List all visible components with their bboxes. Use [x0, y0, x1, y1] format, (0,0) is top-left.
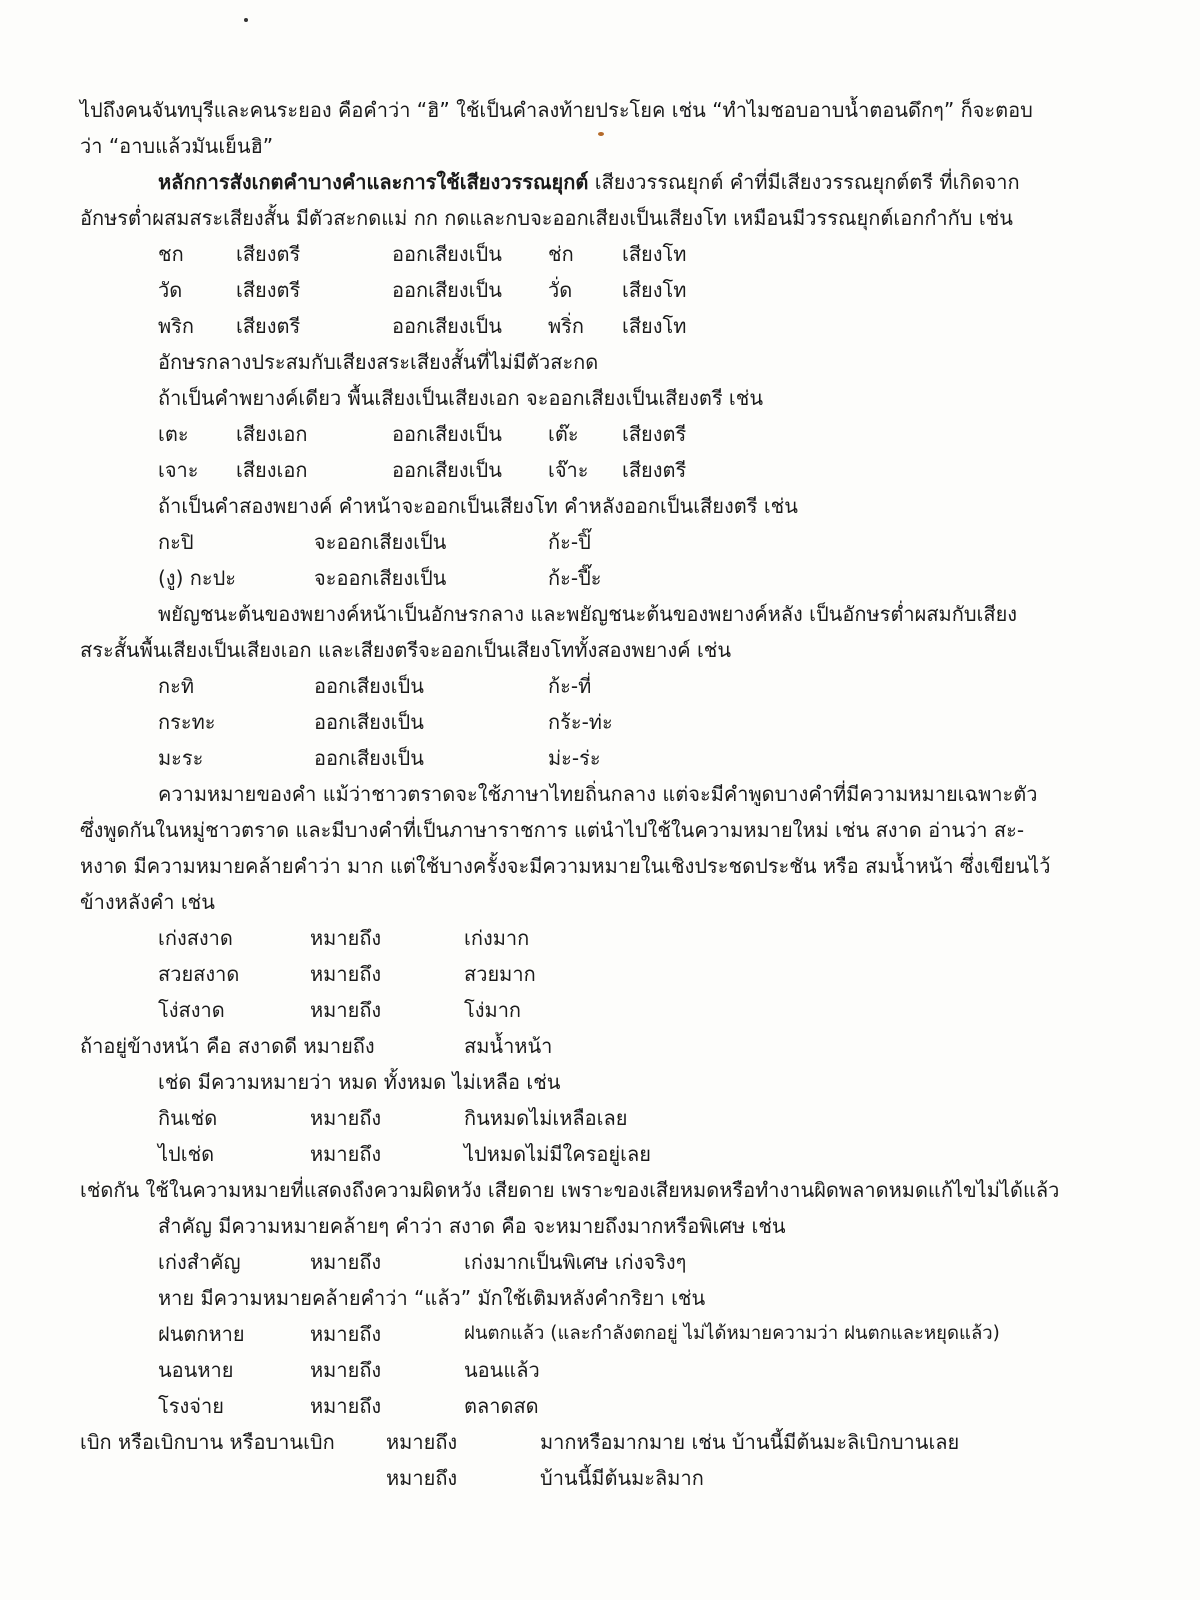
- example-new-tone: เสียงโท: [622, 278, 687, 302]
- example-means: หมายถึง: [310, 1106, 382, 1130]
- example-say: ออกเสียงเป็น: [392, 242, 502, 266]
- example-as: กร้ะ-ท่ะ: [548, 710, 613, 734]
- example-word: โง่สงาด: [158, 998, 225, 1022]
- example-as: ก้ะ-ปี๊ะ: [548, 566, 602, 590]
- example-as: ม่ะ-ร่ะ: [548, 746, 601, 770]
- example-meaning: กินหมดไม่เหลือเลย: [464, 1106, 628, 1130]
- example-say: ออกเสียงเป็น: [314, 710, 424, 734]
- example-means: หมายถึง: [310, 1358, 382, 1382]
- section-heading: หลักการสังเกตคำบางคำและการใช้เสียงวรรณยุกต์: [158, 170, 589, 194]
- example-say: ออกเสียงเป็น: [392, 458, 502, 482]
- example-word: เบิก หรือเบิกบาน หรือบานเบิก: [80, 1430, 335, 1454]
- example-word: มะระ: [158, 746, 204, 770]
- paragraph-line: ไปถึงคนจันทบุรีและคนระยอง คือคำว่า “ฮิ” ใช้เป็นคำลงท้ายประโยค เช่น “ทำไมชอบอาบน้ำตอนดึกๆ” ก็จะตอบ: [80, 98, 1033, 122]
- example-tone: เสียงเอก: [236, 422, 308, 446]
- example-meaning: นอนแล้ว: [464, 1358, 540, 1382]
- paragraph-line: ซึ่งพูดกันในหมู่ชาวตราด และมีบางคำที่เป็นภาษาราชการ แต่นำไปใช้ในความหมายใหม่ เช่น สงาด อ่านว่า สะ-: [80, 818, 1025, 842]
- section-text: เสียงวรรณยุกต์ คำที่มีเสียงวรรณยุกต์ตรี ที่เกิดจาก: [588, 170, 1020, 194]
- example-new-tone: เสียงโท: [622, 314, 687, 338]
- example-word: กินเช่ด: [158, 1106, 218, 1130]
- scan-speck: [244, 18, 248, 22]
- section-line: [158, 169, 1020, 195]
- example-word: ไปเช่ด: [158, 1142, 215, 1166]
- paragraph-line: ความหมายของคำ แม้ว่าชาวตราดจะใช้ภาษาไทยถิ่นกลาง แต่จะมีคำพูดบางคำที่มีความหมายเฉพาะตัว: [158, 782, 1038, 806]
- example-as: ก้ะ-ที่: [548, 674, 592, 698]
- paragraph-line: พยัญชนะต้นของพยางค์หน้าเป็นอักษรกลาง และพยัญชนะต้นของพยางค์หลัง เป็นอักษรต่ำผสมกับเสียง: [158, 602, 1018, 626]
- example-tone: เสียงเอก: [236, 458, 308, 482]
- example-say: ออกเสียงเป็น: [314, 746, 424, 770]
- paragraph-line: ถ้าเป็นคำสองพยางค์ คำหน้าจะออกเป็นเสียงโท คำหลังออกเป็นเสียงตรี เช่น: [158, 494, 798, 518]
- paragraph-line: สระสั้นพื้นเสียงเป็นเสียงเอก และเสียงตรีจะออกเป็นเสียงโททั้งสองพยางค์ เช่น: [80, 638, 732, 662]
- example-new-tone: เสียงโท: [622, 242, 687, 266]
- example-as: ก้ะ-ปิ๊: [548, 530, 591, 554]
- example-means: หมายถึง: [310, 998, 382, 1022]
- example-word: (งู) กะปะ: [158, 566, 237, 590]
- paragraph-line: อักษรต่ำผสมสระเสียงสั้น มีตัวสะกดแม่ กก กดและกบจะออกเสียงเป็นเสียงโท เหมือนมีวรรณยุกต์เอกกำกับ เช่น: [80, 206, 1013, 230]
- example-word: กระทะ: [158, 710, 216, 734]
- paragraph-line: เช่ด มีความหมายว่า หมด ทั้งหมด ไม่เหลือ เช่น: [158, 1070, 561, 1094]
- example-means: หมายถึง: [310, 1322, 382, 1346]
- example-new-tone: เสียงตรี: [622, 458, 687, 482]
- example-means: หมายถึง: [310, 1250, 382, 1274]
- example-meaning: มากหรือมากมาย เช่น บ้านนี้มีต้นมะลิเบิกบานเลย: [540, 1430, 960, 1454]
- example-meaning: ไปหมดไม่มีใครอยู่เลย: [464, 1142, 651, 1166]
- example-word: ฝนตกหาย: [158, 1322, 245, 1346]
- example-word: ชก: [158, 242, 184, 266]
- example-meaning: ตลาดสด: [464, 1394, 539, 1418]
- example-means: หมายถึง: [310, 1142, 382, 1166]
- example-word: พริก: [158, 314, 195, 338]
- example-as: ช่ก: [548, 242, 574, 266]
- example-word: เตะ: [158, 422, 189, 446]
- example-as: เจ๊าะ: [548, 458, 589, 482]
- scan-speck: [598, 132, 604, 136]
- example-word: ถ้าอยู่ข้างหน้า คือ สงาดดี หมายถึง: [80, 1034, 375, 1058]
- paragraph-line: ว่า “อาบแล้วมันเย็นฮิ”: [80, 134, 274, 158]
- example-tone: เสียงตรี: [236, 314, 301, 338]
- example-say: จะออกเสียงเป็น: [314, 566, 447, 590]
- paragraph-line: ข้างหลังคำ เช่น: [80, 890, 215, 914]
- paragraph-line: ถ้าเป็นคำพยางค์เดียว พื้นเสียงเป็นเสียงเอก จะออกเสียงเป็นเสียงตรี เช่น: [158, 386, 764, 410]
- example-as: เต๊ะ: [548, 422, 579, 446]
- example-say: ออกเสียงเป็น: [314, 674, 424, 698]
- example-as: พริ่ก: [548, 314, 585, 338]
- example-meaning: เก่งมาก: [464, 926, 530, 950]
- example-word: เก่งสงาด: [158, 926, 233, 950]
- example-say: ออกเสียงเป็น: [392, 422, 502, 446]
- example-meaning: เก่งมากเป็นพิเศษ เก่งจริงๆ: [464, 1250, 687, 1274]
- paragraph-line: เช่ดกัน ใช้ในความหมายที่แสดงถึงความผิดหวัง เสียดาย เพราะของเสียหมดหรือทำงานผิดพลาดหมดแก้ไขไม่ได้แล้ว: [80, 1178, 1060, 1202]
- example-means: หมายถึง: [310, 1394, 382, 1418]
- example-means: หมายถึง: [386, 1466, 458, 1490]
- paragraph-line: หงาด มีความหมายคล้ายคำว่า มาก แต่ใช้บางครั้งจะมีความหมายในเชิงประชดประชัน หรือ สมน้ำหน้า ซึ่งเขียนไว้: [80, 854, 1051, 878]
- example-meaning: บ้านนี้มีต้นมะลิมาก: [540, 1466, 704, 1490]
- example-word: นอนหาย: [158, 1358, 234, 1382]
- example-say: ออกเสียงเป็น: [392, 278, 502, 302]
- example-means: หมายถึง: [310, 926, 382, 950]
- example-word: เจาะ: [158, 458, 199, 482]
- example-word: เก่งสำคัญ: [158, 1250, 241, 1274]
- paragraph-line: หาย มีความหมายคล้ายคำว่า “แล้ว” มักใช้เติมหลังคำกริยา เช่น: [158, 1286, 706, 1310]
- example-means: หมายถึง: [310, 962, 382, 986]
- example-say: จะออกเสียงเป็น: [314, 530, 447, 554]
- example-tone: เสียงตรี: [236, 242, 301, 266]
- example-means: หมายถึง: [386, 1430, 458, 1454]
- example-meaning: สมน้ำหน้า: [464, 1034, 553, 1058]
- paragraph-line: อักษรกลางประสมกับเสียงสระเสียงสั้นที่ไม่มีตัวสะกด: [158, 350, 599, 374]
- example-meaning: ฝนตกแล้ว (และกำลังตกอยู่ ไม่ได้หมายความว่า ฝนตกและหยุดแล้ว): [464, 1323, 1000, 1344]
- example-word: กะปิ: [158, 530, 194, 554]
- example-word: โรงจ่าย: [158, 1394, 224, 1418]
- example-as: วั่ด: [548, 278, 573, 302]
- example-new-tone: เสียงตรี: [622, 422, 687, 446]
- example-word: สวยสงาด: [158, 962, 240, 986]
- paragraph-line: สำคัญ มีความหมายคล้ายๆ คำว่า สงาด คือ จะหมายถึงมากหรือพิเศษ เช่น: [158, 1214, 786, 1238]
- example-tone: เสียงตรี: [236, 278, 301, 302]
- example-word: กะทิ: [158, 674, 195, 698]
- example-word: วัด: [158, 278, 183, 302]
- example-meaning: สวยมาก: [464, 962, 536, 986]
- example-say: ออกเสียงเป็น: [392, 314, 502, 338]
- example-meaning: โง่มาก: [464, 998, 522, 1022]
